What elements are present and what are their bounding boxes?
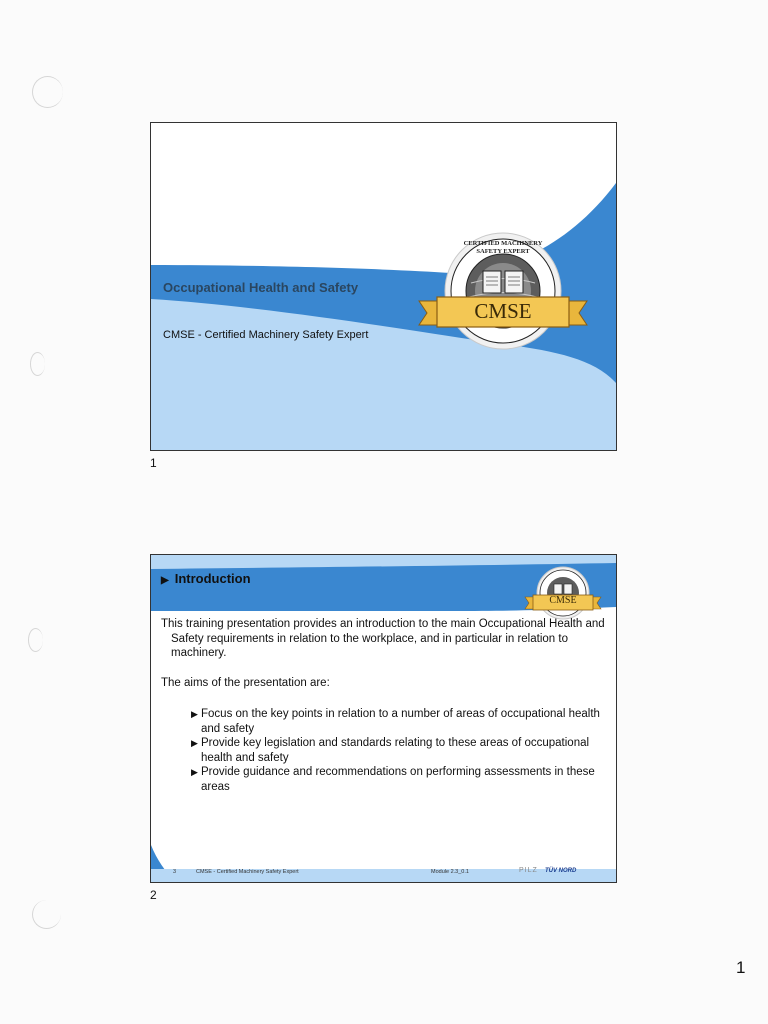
logo-banner-text: CMSE (474, 299, 532, 323)
punch-hole-middle (30, 352, 45, 376)
slide-2-number: 2 (150, 888, 157, 902)
footer-slide-number: 3 (173, 869, 177, 875)
punch-hole-bottom (32, 900, 61, 929)
page-number: 1 (736, 958, 746, 977)
bullet-triangle-icon: ▶ (161, 575, 169, 586)
footer-module: Module 2.3_0.1 (431, 869, 469, 875)
aims-list (161, 707, 606, 794)
slide-title: Occupational Health and Safety (163, 280, 359, 295)
slide-title-text: Introduction (174, 571, 251, 586)
aims-heading: The aims of the presentation are: (161, 676, 330, 689)
punch-hole-lower (28, 628, 43, 652)
footer-title: CMSE - Certified Machinery Safety Expert (196, 869, 299, 875)
logo-arc-text: CERTIFIED MACHINERY SAFETY EXPERT (463, 240, 543, 255)
slide-2 (150, 554, 617, 883)
list-item: ▶ Provide guidance and recommendations on performing assessments in these areas (191, 766, 595, 793)
tuv-nord-logo: TÜV NORD (545, 868, 577, 874)
slide-footer (151, 864, 616, 882)
list-item: ▶ Provide key legislation and standards relating to these areas of occupational health and safety (191, 737, 590, 764)
intro-paragraph: This training presentation provides an introduction to the main Occupational Health and Safety requirements in relation to the workplace, and in particular in relation to machinery. (161, 618, 605, 659)
bullet-triangle-icon: ▶ (191, 738, 198, 748)
slide-title (161, 571, 251, 586)
bullet-triangle-icon: ▶ (191, 709, 198, 719)
slide-subtitle: CMSE - Certified Machinery Safety Expert (163, 329, 369, 341)
bullet-triangle-icon: ▶ (191, 767, 198, 777)
punch-hole-top (32, 76, 63, 108)
slide-1-number: 1 (150, 456, 157, 470)
pilz-logo: PILZ (519, 867, 538, 874)
slide-1 (150, 122, 617, 451)
logo-banner-text: CMSE (549, 595, 577, 606)
list-item: ▶ Focus on the key points in relation to a number of areas of occupational health and safety (191, 708, 600, 735)
slide-body (161, 617, 606, 794)
